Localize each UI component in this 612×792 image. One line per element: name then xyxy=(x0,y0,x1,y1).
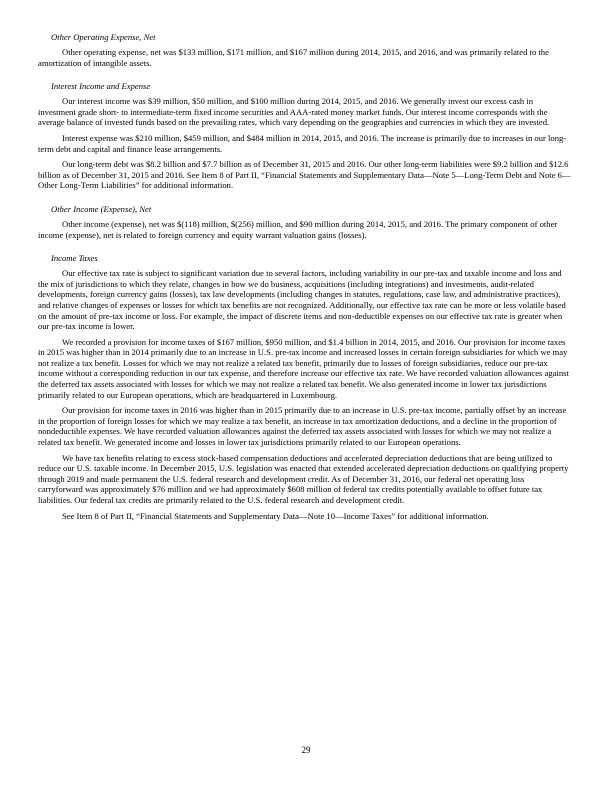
paragraph: Our effective tax rate is subject to significant variation due to several factors, including variability in our pre-tax and taxable income and loss and the mix of jurisdictions to which they relate, changes in how we do business, acquisitions (including integrations) and investments, audit-related developments, foreign currency gains (losses), tax law developments (including changes in statutes, regulations, case law, and administrative practices), and relative changes of expenses or losses for which tax benefits are not recognized. Additionally, our effective tax rate can be more or less volatile based on the amount of pre-tax income or loss. For example, the impact of discrete items and non-deductible expenses on our effective tax rate is greater when our pre-tax income is lower. xyxy=(38,268,566,332)
section-heading: Other Operating Expense, Net xyxy=(51,32,156,42)
paragraph: Our long-term debt was $8.2 billion and $7.7 billion as of December 31, 2015 and 2016. Our other long-term liabilities were $9.2 billion and $12.6 billion as of December 31, 2015 and 2016. See Item 8 of Part II, “Financial Statements and Supplementary Data—Note 5—Long-Term Debt and Note 6—Other Long-Term Liabilities” for additional information. xyxy=(38,159,571,191)
section-other-income-expense xyxy=(38,204,571,240)
section-interest-income-expense xyxy=(38,81,571,191)
section-other-operating-expense xyxy=(38,32,571,68)
section-heading: Interest Income and Expense xyxy=(51,81,151,92)
section-heading: Other Income (Expense), Net xyxy=(51,203,152,214)
paragraph: We have tax benefits relating to excess stock-based compensation deductions and accelerated depreciation deductions that are being utilized to reduce our U.S. taxable income. In December 2015, U.S. legislation was enacted that extended accelerated depreciation deductions on qualifying property through 2019 and made permanent the U.S. federal research and development credit. As of December 31, 2016, our federal net operating loss carryforward was approximately $76 million and we had approximately $608 million of federal tax credits potentially available to offset future tax liabilities. Our federal tax credits are primarily related to the U.S. federal research and development credit. xyxy=(38,452,569,505)
paragraph: Our interest income was $39 million, $50 million, and $100 million during 2014, 2015, and 2016. We generally invest our excess cash in investment grade short- to intermediate-term fixed income securities and AAA-rated money market funds. Our interest income corresponds with the average balance of invested funds based on the prevailing rates, which vary depending on the geographies and currencies in which they are invested. xyxy=(38,96,550,128)
paragraph: We recorded a provision for income taxes of $167 million, $950 million, and $1.4 billion in 2014, 2015, and 2016. Our provision for income taxes in 2015 was higher than in 2014 primarily due to an increase in U.S. pre-tax income and increased losses in certain foreign subsidiaries for which we may not realize a tax benefit. Losses for which we may not realize a related tax benefit, primarily due to losses of foreign subsidiaries, reduce our pre-tax income without a corresponding reduction in our tax expense, and therefore increase our effective tax rate. We have recorded valuation allowances against the deferred tax assets associated with losses for which we may not realize a related tax benefit. We also generated income in lower tax jurisdictions primarily related to our European operations, which are headquartered in Luxembourg. xyxy=(38,336,569,400)
paragraph: Other income (expense), net was $(118) million, $(256) million, and $90 million during 2014, 2015, and 2016. The primary component of other income (expense), net is related to foreign currency and equity warrant valuation gains (losses). xyxy=(38,218,558,240)
paragraph: Our provision for income taxes in 2016 was higher than in 2015 primarily due to an increase in U.S. pre-tax income, partially offset by an increase in the proportion of foreign losses for which we may realize a tax benefit, an increase in tax amortization deductions, and a decline in the proportion of nondeductible expenses. We have recorded valuation allowances against the deferred tax assets associated with losses for which we may not realize a related tax benefit. We generated income and losses in lower tax jurisdictions primarily related to our European operations. xyxy=(38,405,567,448)
paragraph: See Item 8 of Part II, “Financial Statements and Supplementary Data—Note 10—Income Taxes” for additional information. xyxy=(62,510,489,521)
paragraph: Interest expense was $210 million, $459 million, and $484 million in 2014, 2015, and 2016. The increase is primarily due to increases in our long-term debt and capital and finance lease arrangements. xyxy=(38,132,567,154)
paragraph: Other operating expense, net was $133 million, $171 million, and $167 million during 2014, 2015, and 2016, and was primarily related to the amortization of intangible assets. xyxy=(38,47,549,68)
section-income-taxes xyxy=(38,253,571,521)
page-number: 29 xyxy=(301,745,311,755)
section-heading: Income Taxes xyxy=(51,253,98,264)
document-body xyxy=(38,32,571,526)
